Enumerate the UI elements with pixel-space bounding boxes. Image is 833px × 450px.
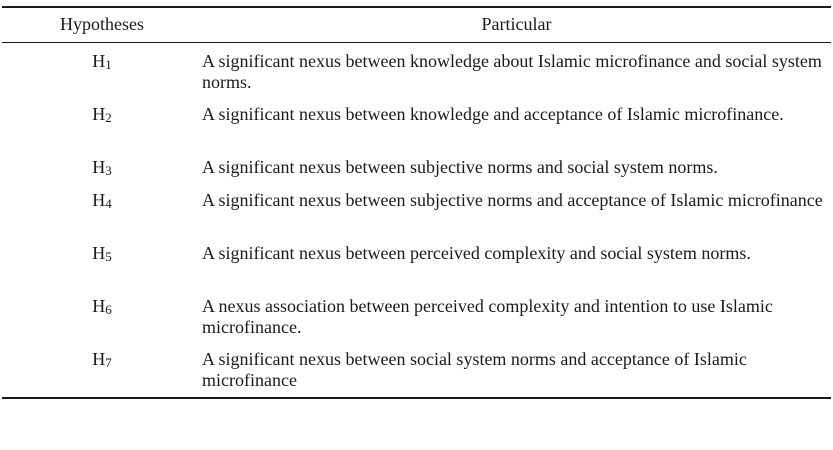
hypothesis-number: 4 bbox=[105, 196, 112, 211]
hypothesis-id bbox=[2, 190, 202, 243]
hypothesis-letter: H bbox=[92, 296, 106, 316]
hypothesis-number: 5 bbox=[105, 249, 112, 264]
hypothesis-id bbox=[2, 104, 202, 157]
table-row bbox=[2, 104, 831, 157]
hypothesis-text: A significant nexus between subjective norms and social system norms. bbox=[202, 157, 718, 177]
hypothesis-text: A significant nexus between social system norms and acceptance of Islamic microfinance bbox=[202, 349, 747, 390]
hypothesis-id bbox=[2, 243, 202, 296]
hypothesis-text: A significant nexus between knowledge about Islamic microfinance and social system norms. bbox=[202, 51, 822, 92]
hypotheses-table bbox=[2, 6, 831, 399]
hypothesis-id bbox=[2, 43, 202, 105]
hypothesis-number: 3 bbox=[105, 163, 112, 178]
hypothesis-number: 7 bbox=[105, 355, 112, 370]
table-body bbox=[2, 43, 831, 399]
table-row bbox=[2, 190, 831, 243]
table-row bbox=[2, 157, 831, 190]
hypothesis-letter: H bbox=[92, 243, 106, 263]
hypothesis-id bbox=[2, 349, 202, 398]
hypothesis-text: A nexus association between perceived complexity and intention to use Islamic microfinance. bbox=[202, 296, 773, 337]
table-header bbox=[2, 7, 831, 43]
hypothesis-text: A significant nexus between subjective norms and acceptance of Islamic microfinance bbox=[202, 190, 823, 210]
header-particular: Particular bbox=[481, 14, 552, 34]
header-row bbox=[2, 7, 831, 43]
table-row bbox=[2, 349, 831, 398]
table-row bbox=[2, 296, 831, 349]
hypothesis-letter: H bbox=[92, 51, 106, 71]
hypothesis-letter: H bbox=[92, 157, 106, 177]
table-row bbox=[2, 243, 831, 296]
hypothesis-letter: H bbox=[92, 190, 106, 210]
hypothesis-text: A significant nexus between perceived complexity and social system norms. bbox=[202, 243, 751, 263]
hypothesis-number: 6 bbox=[105, 302, 112, 317]
hypothesis-number: 1 bbox=[105, 57, 112, 72]
hypothesis-text: A significant nexus between knowledge and acceptance of Islamic microfinance. bbox=[202, 104, 784, 124]
table-row bbox=[2, 43, 831, 105]
hypothesis-letter: H bbox=[92, 104, 106, 124]
hypothesis-id bbox=[2, 157, 202, 190]
header-hypotheses: Hypotheses bbox=[60, 14, 144, 34]
hypothesis-letter: H bbox=[92, 349, 106, 369]
hypothesis-number: 2 bbox=[105, 110, 112, 125]
hypothesis-id bbox=[2, 296, 202, 349]
